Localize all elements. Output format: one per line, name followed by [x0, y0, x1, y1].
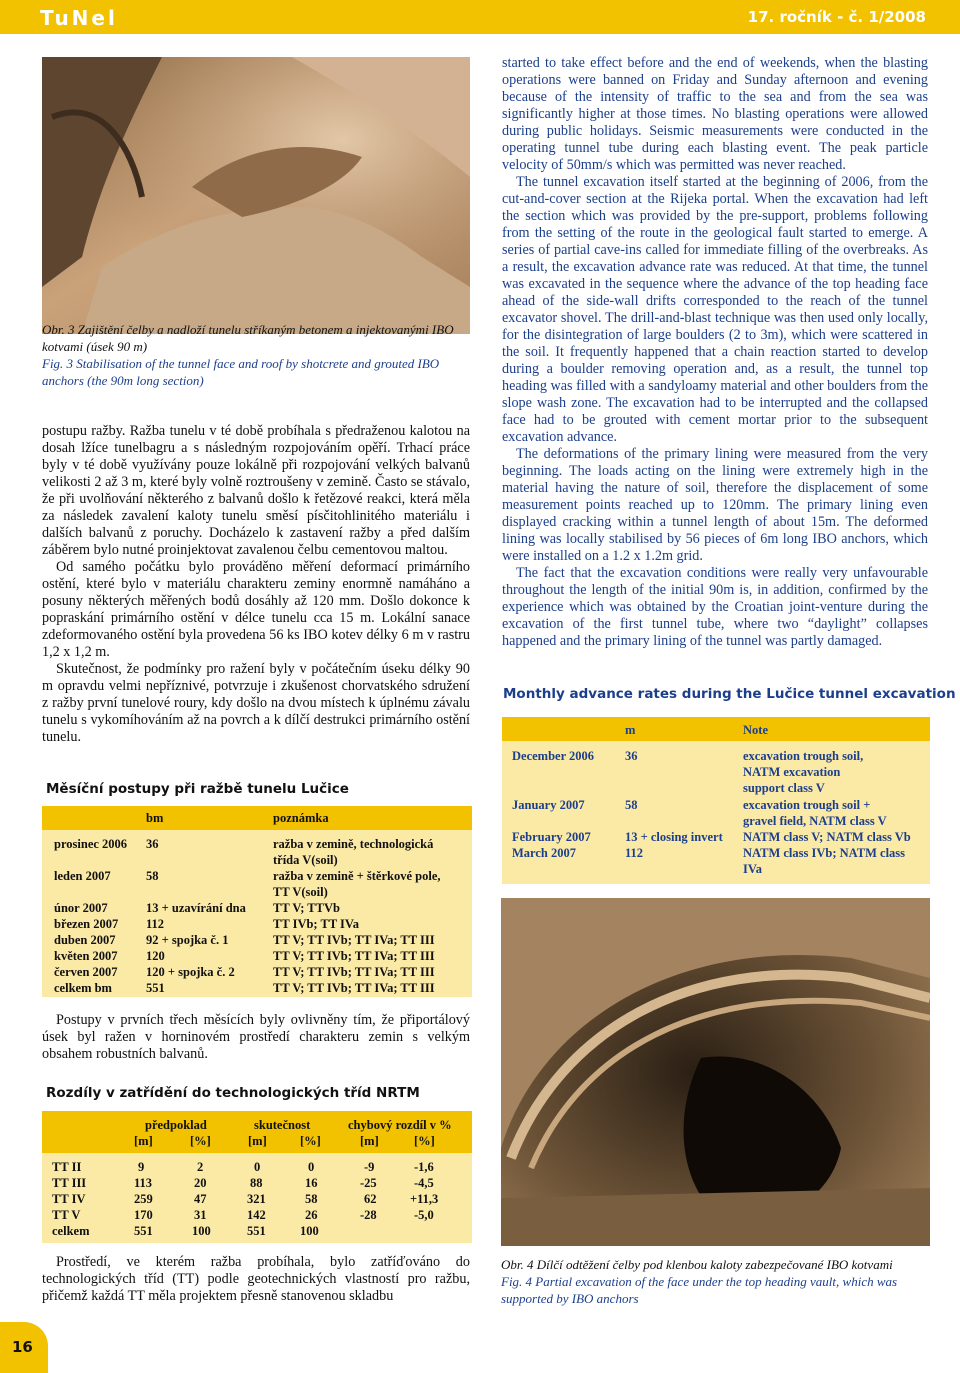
cell-bm: 112 [146, 917, 165, 931]
cell-m: 112 [625, 846, 644, 860]
cell: 551 [247, 1224, 266, 1238]
left-body-text-3 [42, 1254, 470, 1305]
paragraph: The tunnel excavation itself started at the beginning of 2006, from the cut-and-cover section at the Rijeka portal. When the excavation had left the section which was provided by the pre-support, problems following from the setting of the route in the geological fault started to emerge. A series of partial cave-ins called for immediate filling of the overbreaks. As a result, the excavation advance rate was reduced. At that time, the tunnel was excavated in the sequence where the advance of the top heading face ahead of the side-wall drifts corresponded to the reach of the tunnel excavator shovel. The drill-and-blast technique was then used only locally, for the disintegration of large boulders (2 to 3m), which were scattered in the soil. It frequently happened that a chain reaction started to develop during a boulder removing operation and, as a result, the tunnel top heading was filled with a sandyloamy material and other boulders from the slope wash zone. The excavation had to be interrupted and the collapsed face had to be grouted with cement mortar prior to the subsequent excavation advance. [502, 174, 928, 445]
cell-bm: 120 + spojka č. 2 [146, 965, 235, 979]
cell: 142 [247, 1208, 266, 1222]
cell-bm: 120 [146, 949, 165, 963]
figure-4-caption-cz: Obr. 4 Dílčí odtěžení čelby pod klenbou kaloty zabezpečované IBO kotvami [501, 1257, 893, 1272]
cell-note: třída V(soil) [273, 853, 338, 867]
cell-note: excavation trough soil, [743, 749, 864, 763]
cell-m: 58 [625, 798, 638, 812]
left-body-text-2 [42, 1012, 470, 1063]
cell: -1,6 [414, 1160, 434, 1174]
cell: 2 [197, 1160, 204, 1174]
cell-note: ražba v zemině, technologická [273, 837, 434, 851]
cell: 0 [308, 1160, 315, 1174]
cell-note: TT V; TTVb [273, 901, 340, 915]
table-header [42, 806, 472, 830]
paragraph: The fact that the excavation conditions were really very unfavourable throughout the length of the initial 90m is, in addition, confirmed by the experience which was obtained by the Croatian joint-venture during the excavation of the first tunnel tube, where two “daylight” collapses happened and the primary lining of the tunnel was partly damaged. [502, 565, 928, 649]
cell-note: IVa [743, 862, 762, 876]
paragraph: Prostředí, ve kterém ražba probíhala, bylo zatříďováno do technologických tříd (TT) podle geotechnických vlastností pro ražbu, přičemž každá TT měla projektem přesně stanovenou skladbu [42, 1254, 470, 1304]
journal-logo: TuNel [40, 6, 118, 30]
monthly-advance-table-en [502, 717, 930, 884]
cell-m: 13 + closing invert [625, 830, 723, 844]
cell: 16 [305, 1176, 318, 1190]
cell-month: prosinec 2006 [54, 837, 128, 851]
cell-month: leden 2007 [54, 869, 111, 883]
cell-note: excavation trough soil + [743, 798, 871, 812]
cell: 47 [194, 1192, 207, 1206]
cell: celkem [52, 1224, 90, 1238]
paragraph: started to take effect before and the end of weekends, when the blasting operations were banned on Friday and Sunday afternoon and evening because of the intensity of traffic to the sea and from the sea was significantly higher at those times. No blasting operations were allowed during public holidays. Seismic measurements were conducted in the operating tunnel tube during each blasting event. The peak particle velocity of 50mm/s which was permitted was never reached. [502, 55, 928, 173]
cell-bm: 92 + spojka č. 1 [146, 933, 229, 947]
cell-month: March 2007 [512, 846, 576, 860]
left-body-text-1 [42, 423, 470, 746]
cell-note: TT V; TT IVb; TT IVa; TT III [273, 933, 435, 947]
monthly-advance-table-cz [42, 806, 472, 997]
table-title-tt: Rozdíly v zatřídění do technologických tříd NRTM [46, 1085, 420, 1101]
column-header: předpoklad [145, 1118, 207, 1132]
column-unit: [%] [414, 1134, 435, 1148]
paragraph: Od samého počátku bylo prováděno měření deformací primárního ostění, které bylo v materiálu charakteru zeminy enormně namáháno a posuny některých měřených bodů dosáhly až 120 mm. Došlo dokonce k popraskání primárního ostění v délce tunelu cca 15 m. Lokální sanace zdeformovaného ostění byla provedena 56 ks IBO kotev délky 6 m v rastru 1,2 x 1,2 m. [42, 559, 470, 660]
cell: -5,0 [414, 1208, 434, 1222]
page-number-tab [0, 1322, 48, 1373]
cell-month: December 2006 [512, 749, 595, 763]
cell-note: NATM excavation [743, 765, 841, 779]
table-header [502, 717, 930, 741]
cell: TT IV [52, 1192, 86, 1206]
column-unit: [m] [248, 1134, 267, 1148]
cell: 9 [138, 1160, 145, 1174]
cell: 100 [300, 1224, 319, 1238]
paragraph: Postupy v prvních třech měsících byly ovlivněny tím, že připortálový úsek byl ražen v horninovém prostředí charakteru zemin s velkým obsahem robustních balvanů. [42, 1012, 470, 1062]
tunnel-face-photo [42, 57, 470, 334]
cell-bm: 58 [146, 869, 159, 883]
cell-note: TT IVb; TT IVa [273, 917, 360, 931]
cell: 170 [134, 1208, 153, 1222]
column-unit: [m] [360, 1134, 379, 1148]
cell-month: January 2007 [512, 798, 585, 812]
cell: -28 [360, 1208, 377, 1222]
paragraph: postupu ražby. Ražba tunelu v té době probíhala s předraženou kalotou na dosah lžíce tunelbagru a s následným rozpojováním opěří. Trhací práce byly v té době využívány pouze lokálně při rozpojování velkých balvanů velikosti 2 až 3 m, které byly volně roztroušeny v zemině. Často se stávalo, že při uvolňování některého z balvanů došlo k řetězové reakci, která měla za následek zavalení kaloty tunelu směsí písčitohlinitého materiálu i dalších balvanů z poruchy. Docházelo k zastavení ražby a před dalším záběrem bylo nutné proinjektovat zavalenou čelbu cementovou maltou. [42, 423, 470, 558]
cell-month: únor 2007 [54, 901, 108, 915]
issue-label: 17. ročník - č. 1/2008 [747, 8, 926, 26]
paragraph: The deformations of the primary lining were measured from the very beginning. The loads acting on the lining were extremely high in the material having the nature of soil, therefore the displacement of some measurement points reached up to 120mm. The primary lining even displayed cracking within a tunnel length of about 15m. The deformed lining was locally stabilised by 56 pieces of 6m long IBO anchors, which were installed on a 1.2 x 1.2m grid. [502, 446, 928, 564]
cell: 259 [134, 1192, 153, 1206]
cell-month: květen 2007 [54, 949, 118, 963]
cell-note: gravel field, NATM class V [743, 814, 887, 828]
cell-m: 36 [625, 749, 638, 763]
cell-note: NATM class V; NATM class Vb [743, 830, 911, 844]
table-title-monthly-en: Monthly advance rates during the Lučice tunnel excavation [503, 686, 956, 702]
figure-3-caption-en: Fig. 3 Stabilisation of the tunnel face and roof by shotcrete and grouted IBO anchors (the 90m long section) [42, 356, 440, 388]
cell: -9 [364, 1160, 375, 1174]
cell-bm: 36 [146, 837, 159, 851]
right-body-text [502, 55, 928, 650]
technology-class-table [42, 1111, 472, 1243]
figure-3-caption-cz: Obr. 3 Zajištění čelby a nadloží tunelu stříkaným betonem a injektovanými IBO kotvami (úsek 90 m) [42, 322, 454, 354]
cell: 31 [194, 1208, 207, 1222]
column-unit: [%] [300, 1134, 321, 1148]
cell: -25 [360, 1176, 377, 1190]
cell: +11,3 [410, 1192, 439, 1206]
column-unit: [m] [134, 1134, 153, 1148]
header-bar [0, 0, 960, 34]
cell-note: NATM class IVb; NATM class [743, 846, 906, 860]
cell: TT V [52, 1208, 81, 1222]
cell-bm: 13 + uzavírání dna [146, 901, 246, 915]
cell: 88 [250, 1176, 263, 1190]
table-title-monthly-cz: Měsíční postupy při ražbě tunelu Lučice [46, 781, 349, 797]
cell-note: TT V; TT IVb; TT IVa; TT III [273, 965, 435, 979]
cell-month: březen 2007 [54, 917, 119, 931]
cell-bm: 551 [146, 981, 165, 995]
cell-note: ražba v zemině + štěrkové pole, [273, 869, 441, 883]
cell-note: TT V; TT IVb; TT IVa; TT III [273, 981, 435, 995]
cell-note: TT V(soil) [273, 885, 328, 899]
cell: 113 [134, 1176, 153, 1190]
cell-month: duben 2007 [54, 933, 116, 947]
column-header: skutečnost [254, 1118, 311, 1132]
cell: -4,5 [414, 1176, 434, 1190]
table-header [42, 1111, 472, 1153]
column-header: chybový rozdíl v % [348, 1118, 452, 1132]
column-header: Note [743, 723, 768, 737]
cell: TT III [52, 1176, 87, 1190]
tunnel-vault-photo [501, 898, 930, 1246]
cell: TT II [52, 1160, 82, 1174]
cell: 551 [134, 1224, 153, 1238]
column-header: poznámka [273, 811, 329, 825]
cell: 62 [364, 1192, 377, 1206]
cell: 321 [247, 1192, 266, 1206]
cell: 20 [194, 1176, 207, 1190]
cell-month: červen 2007 [54, 965, 118, 979]
figure-4-caption [501, 1256, 931, 1307]
column-header: m [625, 723, 636, 737]
cell-month: celkem bm [54, 981, 112, 995]
cell: 100 [192, 1224, 211, 1238]
cell: 58 [305, 1192, 318, 1206]
paragraph: Skutečnost, že podmínky pro ražení byly v počátečním úseku délky 90 m opravdu velmi nepříznivé, potvrzuje i zkušenost chorvatského sdružení z ražby první tunelové roury, kdy došlo na dvou místech k úplnému závalu tunelu s vykomíhováním až na povrch a k dílčí destrukci primárního ostění tunelu. [42, 661, 470, 745]
cell: 26 [305, 1208, 318, 1222]
column-unit: [%] [190, 1134, 211, 1148]
page-number: 16 [12, 1338, 33, 1356]
column-header: bm [146, 811, 164, 825]
figure-3-caption [42, 321, 472, 389]
cell-note: support class V [743, 781, 825, 795]
cell-month: February 2007 [512, 830, 591, 844]
figure-4-caption-en: Fig. 4 Partial excavation of the face under the top heading vault, which was supported by IBO anchors [501, 1274, 898, 1306]
cell: 0 [254, 1160, 261, 1174]
cell-note: TT V; TT IVb; TT IVa; TT III [273, 949, 435, 963]
